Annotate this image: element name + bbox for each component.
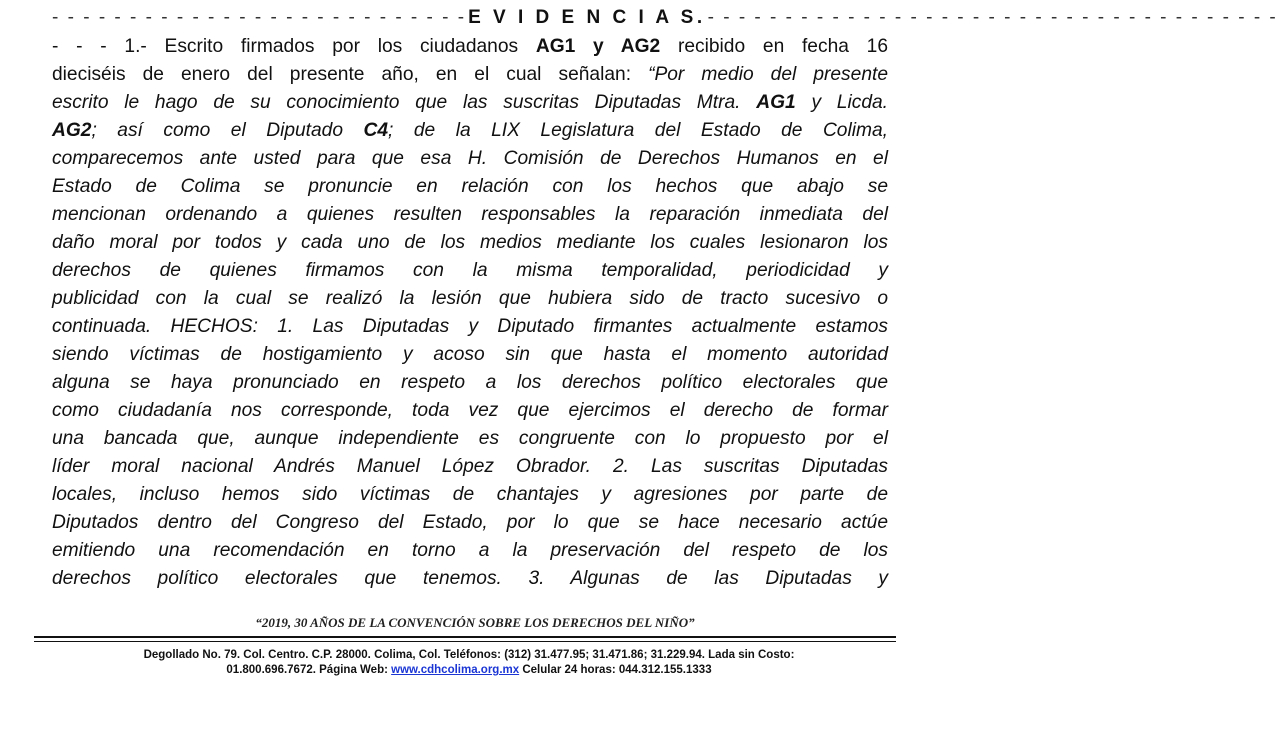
evidence-paragraph — [52, 33, 888, 593]
footer-rule-thick — [34, 636, 896, 638]
text-span: escrito le hago de su conocimiento que las suscritas Diputadas Mtra. — [52, 92, 757, 113]
name-ag1: AG1 — [756, 92, 796, 113]
text-line: derechos de quienes firmamos con la misma temporalidad, periodicidad y — [52, 260, 888, 281]
quote-start: “Por medio del presente — [648, 64, 888, 85]
text-line: Estado de Colima se pronuncie en relación con los hechos que abajo se — [52, 176, 888, 197]
text-line — [52, 89, 888, 117]
text-line — [52, 117, 888, 145]
text-span: recibido en fecha 16 — [660, 36, 889, 57]
text-line: comparecemos ante usted para que esa H. Comisión de Derechos Humanos en el — [52, 148, 888, 169]
text-line: una bancada que, aunque independiente es congruente con lo propuesto por el — [52, 428, 888, 449]
text-line: locales, incluso hemos sido víctimas de chantajes y agresiones por parte de — [52, 484, 888, 505]
text-span: ; de la LIX Legislatura del Estado de Colima, — [388, 120, 888, 141]
heading-title: E V I D E N C I A S. — [468, 7, 706, 28]
text-line — [52, 33, 888, 61]
text-line: como ciudadanía nos corresponde, toda vez que ejercimos el derecho de formar — [52, 400, 888, 421]
section-heading — [52, 4, 1278, 32]
text-line: continuada. HECHOS: 1. Las Diputadas y Diputado firmantes actualmente estamos — [52, 316, 888, 337]
text-line: emitiendo una recomendación en torno a la preservación del respeto de los — [52, 540, 888, 561]
text-line: derechos político electorales que tenemos. 3. Algunas de las Diputadas y — [52, 568, 888, 589]
text-line: alguna se haya pronunciado en respeto a los derechos político electorales que — [52, 372, 888, 393]
footer-address-line: Degollado No. 79. Col. Centro. C.P. 28000. Colima, Col. Teléfonos: (312) 31.477.95; 31.471.86; 31.229.94. Lada sin Costo: — [143, 649, 795, 661]
signers-names: AG1 y AG2 — [535, 36, 661, 57]
text-line: publicidad con la cual se realizó la lesión que hubiera sido de tracto sucesivo o — [52, 288, 888, 309]
footer-phone: 01.800.696.7672. Página Web: — [226, 664, 392, 676]
text-line — [52, 61, 888, 89]
website-link[interactable]: www.cdhcolima.org.mx — [391, 664, 520, 676]
text-span: y Licda. — [795, 92, 888, 113]
text-line: líder moral nacional Andrés Manuel López Obrador. 2. Las suscritas Diputadas — [52, 456, 888, 477]
name-c4: C4 — [363, 120, 389, 141]
heading-left-dashes: - - - - - - - - - - - - - - - - - - - - - - - - - - - — [52, 7, 467, 28]
name-ag2: AG2 — [52, 120, 92, 141]
footer-mobile: Celular 24 horas: 044.312.155.1333 — [519, 664, 712, 676]
text-line: siendo víctimas de hostigamiento y acoso sin que hasta el momento autoridad — [52, 344, 888, 365]
text-line: mencionan ordenando a quienes resulten responsables la reparación inmediata del — [52, 204, 888, 225]
heading-right-dashes: - - - - - - - - - - - - - - - - - - - - - - - - - - - - - - - - - - - - - — [707, 7, 1278, 28]
text-span: ; así como el Diputado — [91, 120, 364, 141]
text-span: - - - 1.- Escrito firmados por los ciudadanos — [52, 36, 536, 57]
text-line: daño moral por todos y cada uno de los medios mediante los cuales lesionaron los — [52, 232, 888, 253]
footer-contact — [0, 648, 938, 678]
text-line: Diputados dentro del Congreso del Estado, por lo que se hace necesario actúe — [52, 512, 888, 533]
text-span: dieciséis de enero del presente año, en el cual señalan: — [52, 64, 649, 85]
footer-motto: “2019, 30 AÑOS DE LA CONVENCIÓN SOBRE LOS DERECHOS DEL NIÑO” — [255, 615, 695, 630]
footer-contact-line — [0, 663, 938, 678]
footer-rule-thin — [34, 641, 896, 642]
